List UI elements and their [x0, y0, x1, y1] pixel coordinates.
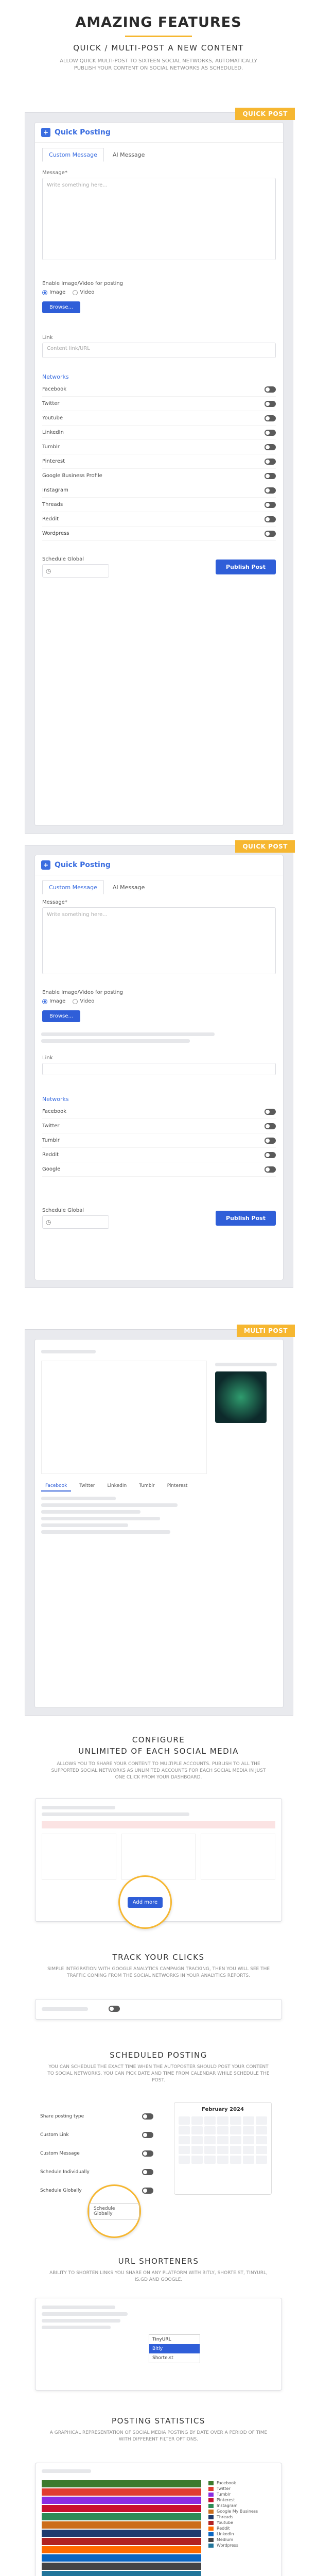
media-label: Enable Image/Video for posting — [42, 990, 124, 995]
legend-swatch — [208, 2481, 214, 2485]
network-toggle[interactable] — [265, 386, 276, 393]
legend-item — [208, 2503, 275, 2509]
legend-swatch — [208, 2527, 214, 2531]
stats-bars — [42, 2480, 201, 2576]
warning-bar — [42, 1821, 275, 1828]
network-toggle[interactable] — [265, 1138, 276, 1144]
calendar-month: February 2024 — [202, 2107, 244, 2112]
radio-image[interactable] — [42, 998, 65, 1004]
stats-bar — [42, 2488, 201, 2496]
campaign-tracking-toggle[interactable] — [109, 2006, 120, 2012]
network-row — [42, 1133, 276, 1148]
config-column — [121, 1834, 196, 1880]
calendar-day[interactable] — [191, 2136, 203, 2144]
schedule-globally-callout — [87, 2184, 141, 2238]
network-row — [42, 1148, 276, 1162]
radio-image-label: Image — [49, 290, 66, 295]
stats-bar — [42, 2480, 201, 2487]
legend-swatch — [208, 2521, 214, 2525]
legend-swatch — [208, 2498, 214, 2502]
quick-post-panel — [34, 122, 284, 826]
calendar-day[interactable] — [204, 2136, 216, 2144]
calendar-day[interactable] — [204, 2116, 216, 2125]
legend-item — [208, 2492, 275, 2497]
legend-item — [208, 2480, 275, 2486]
message-textarea[interactable]: Write something here... — [42, 178, 276, 260]
stats-bar — [42, 2546, 201, 2553]
legend-label: Youtube — [217, 2520, 233, 2525]
schedule-row — [42, 556, 276, 578]
track-screenshot — [35, 1999, 282, 2020]
network-row — [42, 426, 276, 440]
stats-bar — [42, 2530, 201, 2537]
network-row — [42, 397, 276, 411]
url-title: URL SHORTENERS — [118, 2257, 199, 2266]
tab-ai-message[interactable]: AI Message — [112, 884, 145, 891]
network-row — [42, 1119, 276, 1133]
link-input[interactable]: Content link/URL — [42, 343, 276, 358]
radio-video[interactable] — [73, 998, 94, 1004]
placeholder-line — [41, 1503, 178, 1507]
editor-box — [41, 1361, 207, 1474]
schedule-option-row — [40, 2107, 153, 2126]
network-row — [42, 440, 276, 454]
panel-header — [35, 855, 283, 875]
calendar-day[interactable] — [191, 2116, 203, 2125]
schedule-option-row — [40, 2126, 153, 2144]
networks-heading: Networks — [42, 1096, 69, 1103]
calendar-day[interactable] — [243, 2136, 254, 2144]
schedule-group — [42, 1208, 109, 1229]
network-label: Google — [42, 1166, 61, 1172]
network-row — [42, 512, 276, 527]
placeholder-line — [42, 2007, 88, 2011]
tab-twitter[interactable]: Twitter — [79, 1483, 95, 1488]
legend-label: LinkedIn — [217, 2532, 234, 2536]
editor-area — [41, 1361, 277, 1474]
network-toggle[interactable] — [265, 1109, 276, 1115]
legend-label: Pinterest — [217, 2498, 235, 2502]
stats-bar — [42, 2563, 201, 2570]
clock-icon: ◷ — [46, 567, 51, 574]
plugin-logo-icon: + — [41, 128, 50, 137]
stats-body — [42, 2480, 275, 2576]
quick-post-frame — [25, 112, 293, 834]
network-label: Tumblr — [42, 1138, 60, 1143]
panel-title: Quick Posting — [55, 861, 111, 869]
network-toggle[interactable] — [265, 473, 276, 479]
placeholder-line — [42, 1812, 189, 1816]
legend-swatch — [208, 2532, 214, 2536]
schedule-option-toggle[interactable] — [142, 2169, 153, 2175]
calendar-day[interactable] — [179, 2126, 190, 2134]
legend-item — [208, 2520, 275, 2526]
link-input[interactable] — [42, 1063, 276, 1075]
calendar-day[interactable] — [179, 2156, 190, 2164]
shortener-dropdown[interactable] — [149, 2334, 200, 2363]
schedule-globally-label[interactable]: Schedule Globally — [89, 2203, 139, 2219]
panel-title: Quick Posting — [55, 128, 111, 137]
schedule-label: Schedule Global — [42, 556, 84, 562]
legend-label: Twitter — [217, 2486, 231, 2491]
stats-bar — [42, 2571, 201, 2576]
multi-post-ribbon: MULTI POST — [237, 1325, 295, 1337]
calendar-day[interactable] — [217, 2126, 228, 2134]
placeholder-line — [41, 1523, 128, 1527]
multi-post-frame — [25, 1329, 293, 1716]
network-toggle[interactable] — [265, 415, 276, 421]
radio-off-icon — [73, 290, 78, 295]
schedule-option-toggle[interactable] — [142, 2150, 153, 2157]
placeholder-line — [41, 1510, 140, 1514]
hero-description: ALLOW QUICK MULTI-POST TO SIXTEEN SOCIAL NETWORKS, AUTOMATICALLY PUBLISH YOUR CONTENT ON SOCIAL NETWORKS AS SCHEDULED. — [60, 58, 257, 71]
network-toggle[interactable] — [265, 444, 276, 450]
network-toggle[interactable] — [265, 487, 276, 494]
network-label: Threads — [42, 502, 63, 507]
legend-label: Threads — [217, 2515, 234, 2519]
tab-linkedin[interactable]: LinkedIn — [107, 1483, 127, 1488]
network-row — [42, 1162, 276, 1177]
schedule-option-toggle[interactable] — [142, 2132, 153, 2138]
schedule-input[interactable] — [42, 1215, 109, 1229]
placeholder-line — [42, 2306, 115, 2309]
url-description: ABILITY TO SHORTEN LINKS YOU SHARE ON ANY PLATFORM WITH BITLY, SHORTE.ST, TINYURL, IS.GD AND GOOGLE. — [49, 2270, 268, 2282]
schedule-row — [42, 1208, 276, 1229]
config-columns — [42, 1834, 275, 1880]
placeholder-line — [42, 2469, 91, 2473]
schedule-option-row — [40, 2163, 153, 2181]
message-tabs — [35, 143, 283, 162]
calendar-popup — [174, 2102, 272, 2195]
legend-label: Facebook — [217, 2481, 236, 2485]
message-label: Message* — [42, 170, 67, 176]
network-toggle[interactable] — [265, 531, 276, 537]
shortener-option[interactable]: TinyURL — [152, 2337, 171, 2342]
configure-description: ALLOWS YOU TO SHARE YOUR CONTENT TO MULTIPLE ACCOUNTS. PUBLISH TO ALL THE SUPPORTED SOCIAL NETWORKS AS UNLIMITED ACCOUNTS FOR EACH SOCIAL MEDIA IN JUST ONE CLICK FROM YOUR DASHBOARD. — [51, 1761, 266, 1780]
network-toggle[interactable] — [265, 1152, 276, 1158]
legend-swatch — [208, 2487, 214, 2491]
legend-label: Google My Business — [217, 2509, 258, 2514]
stats-bar — [42, 2513, 201, 2520]
network-label: Instagram — [42, 487, 68, 493]
radio-video-label: Video — [80, 998, 95, 1004]
config-column — [42, 1834, 116, 1880]
quick-post-panel-2 — [34, 855, 284, 1280]
network-toggle[interactable] — [265, 502, 276, 508]
url-screenshot — [35, 2298, 282, 2391]
calendar-day[interactable] — [256, 2126, 267, 2134]
tab-custom-message[interactable]: Custom Message — [42, 148, 104, 162]
legend-item — [208, 2497, 275, 2503]
legend-item — [208, 2514, 275, 2520]
schedule-option-label: Custom Link — [40, 2132, 69, 2138]
calendar-day[interactable] — [179, 2136, 190, 2144]
network-toggle[interactable] — [265, 516, 276, 522]
quick-post-ribbon: QUICK POST — [235, 108, 295, 120]
network-label: Tumblr — [42, 444, 60, 450]
legend-swatch — [208, 2515, 214, 2519]
calendar-day[interactable] — [191, 2146, 203, 2154]
quick-post-ribbon-2: QUICK POST — [235, 840, 295, 853]
message-textarea[interactable]: Write something here... — [42, 907, 276, 974]
network-label: LinkedIn — [42, 430, 64, 435]
schedule-option-label: Schedule Individually — [40, 2170, 90, 2175]
networks-list — [35, 382, 283, 541]
scheduled-screenshot — [35, 2097, 282, 2241]
legend-item — [208, 2531, 275, 2537]
message-label: Message* — [42, 900, 67, 905]
scheduled-title: SCHEDULED POSTING — [110, 2050, 207, 2060]
track-row — [36, 1999, 281, 2018]
tab-ai-message[interactable]: AI Message — [112, 151, 145, 158]
calendar-day[interactable] — [217, 2136, 228, 2144]
network-row — [42, 382, 276, 397]
calendar-day[interactable] — [230, 2136, 241, 2144]
schedule-option-row — [40, 2144, 153, 2163]
calendar-day[interactable] — [230, 2156, 241, 2164]
media-type-radios — [42, 290, 276, 295]
calendar-day[interactable] — [217, 2156, 228, 2164]
track-title: TRACK YOUR CLICKS — [112, 1953, 205, 1962]
placeholder-line — [42, 2326, 111, 2329]
clock-icon: ◷ — [46, 1218, 51, 1226]
stats-screenshot — [35, 2463, 282, 2576]
shortener-option[interactable]: Shorte.st — [152, 2355, 173, 2361]
network-label: Facebook — [42, 1109, 66, 1114]
radio-off-icon — [73, 999, 78, 1004]
publish-post-button[interactable]: Publish Post — [216, 560, 276, 574]
calendar-day[interactable] — [243, 2146, 254, 2154]
configure-title-1: CONFIGURE — [132, 1735, 185, 1744]
placeholder-line — [42, 1806, 115, 1809]
add-more-callout — [118, 1875, 172, 1929]
legend-item — [208, 2526, 275, 2531]
stats-bar — [42, 2554, 201, 2562]
schedule-option-label: Schedule Globally — [40, 2188, 82, 2193]
legend-item — [208, 2537, 275, 2543]
calendar-day[interactable] — [204, 2156, 216, 2164]
schedule-option-toggle[interactable] — [142, 2113, 153, 2120]
add-more-button[interactable]: Add more — [128, 1897, 163, 1908]
network-toggle[interactable] — [265, 1166, 276, 1173]
scheduled-description: YOU CAN SCHEDULE THE EXACT TIME WHEN THE AUTOPOSTER SHOULD POST YOUR CONTENT TO SOCIAL NETWORKS. YOU CAN PICK DATE AND TIME FROM CALENDAR WHILE SCHEDULE THE POST. — [47, 2064, 270, 2083]
calendar-day[interactable] — [217, 2146, 228, 2154]
schedule-option-label: Custom Message — [40, 2151, 80, 2156]
placeholder-line — [41, 1530, 170, 1534]
calendar-day[interactable] — [256, 2156, 267, 2164]
featured-image — [215, 1371, 267, 1423]
legend-item — [208, 2543, 275, 2548]
track-description: SIMPLE INTEGRATION WITH GOOGLE ANALYTICS CAMPAIGN TRACKING, THEN YOU WILL SEE THE TRAFFIC COMING FROM THE SOCIAL NETWORKS IN YOUR ANALYTICS REPORTS. — [47, 1967, 270, 1978]
placeholder-line — [41, 1517, 160, 1520]
radio-on-icon — [42, 290, 47, 295]
hero — [0, 0, 317, 72]
network-row — [42, 1105, 276, 1119]
network-label: Pinterest — [42, 459, 65, 464]
browse-button[interactable]: Browse... — [42, 301, 80, 313]
calendar-day[interactable] — [204, 2146, 216, 2154]
network-label: Reddit — [42, 1152, 59, 1158]
schedule-group — [42, 556, 109, 578]
radio-video[interactable] — [73, 290, 94, 295]
message-tabs — [35, 875, 283, 894]
calendar-day[interactable] — [256, 2136, 267, 2144]
publish-post-button[interactable]: Publish Post — [216, 1211, 276, 1226]
network-label: Reddit — [42, 516, 59, 522]
legend-swatch — [208, 2504, 214, 2508]
radio-video-label: Video — [80, 290, 95, 295]
network-row — [42, 411, 276, 426]
calendar-day[interactable] — [230, 2146, 241, 2154]
hero-title: AMAZING FEATURES — [75, 14, 242, 30]
calendar-day[interactable] — [204, 2126, 216, 2134]
network-label: Google Business Profile — [42, 473, 102, 479]
legend-swatch — [208, 2538, 214, 2542]
legend-swatch — [208, 2510, 214, 2514]
network-label: Wordpress — [42, 531, 69, 536]
media-type-radios — [42, 998, 276, 1004]
calendar-day[interactable] — [191, 2126, 203, 2134]
placeholder-line — [42, 2319, 120, 2323]
network-toggle[interactable] — [265, 430, 276, 436]
legend-label: Medium — [217, 2537, 233, 2542]
legend-swatch — [208, 2544, 214, 2548]
tab-pinterest[interactable]: Pinterest — [167, 1483, 188, 1488]
networks-heading: Networks — [42, 374, 69, 380]
link-label: Link — [42, 335, 53, 341]
calendar-day[interactable] — [256, 2146, 267, 2154]
calendar-day[interactable] — [179, 2146, 190, 2154]
calendar-day[interactable] — [230, 2116, 241, 2125]
tab-facebook[interactable]: Facebook — [41, 1481, 71, 1492]
placeholder-line — [41, 1039, 190, 1043]
stats-legend — [208, 2480, 275, 2576]
network-row — [42, 483, 276, 498]
network-toggle[interactable] — [265, 401, 276, 407]
schedule-input[interactable] — [42, 564, 109, 578]
radio-on-icon — [42, 999, 47, 1004]
network-toggle[interactable] — [265, 459, 276, 465]
network-row — [42, 498, 276, 512]
network-row — [42, 527, 276, 541]
hero-subtitle: QUICK / MULTI-POST A NEW CONTENT — [73, 43, 244, 53]
calendar-day[interactable] — [243, 2116, 254, 2125]
network-label: Twitter — [42, 1123, 60, 1129]
stats-bar — [42, 2497, 201, 2504]
schedule-option-label: Share posting type — [40, 2114, 84, 2119]
panel-header — [35, 123, 283, 143]
legend-swatch — [208, 2493, 214, 2497]
side-box — [215, 1361, 277, 1474]
legend-label: Instagram — [217, 2503, 238, 2508]
placeholder-line — [41, 1497, 116, 1500]
stats-description: A GRAPHICAL REPRESENTATION OF SOCIAL MEDIA POSTING BY DATE OVER A PERIOD OF TIME WITH DIFFERENT FILTER OPTIONS. — [49, 2430, 268, 2442]
calendar-day[interactable] — [243, 2126, 254, 2134]
plugin-logo-icon: + — [41, 860, 50, 870]
stats-bar — [42, 2538, 201, 2545]
quick-post-frame-2 — [25, 845, 293, 1288]
schedule-option-toggle[interactable] — [142, 2188, 153, 2194]
calendar-day[interactable] — [230, 2126, 241, 2134]
network-row — [42, 454, 276, 469]
placeholder-line — [41, 1350, 96, 1353]
stats-title: POSTING STATISTICS — [112, 2416, 205, 2426]
network-row — [42, 469, 276, 483]
placeholder-line — [42, 2312, 128, 2316]
legend-label: Wordpress — [217, 2543, 239, 2548]
stats-bar — [42, 2505, 201, 2512]
configure-title-2: UNLIMITED OF EACH SOCIAL MEDIA — [78, 1747, 239, 1756]
calendar-day[interactable] — [256, 2116, 267, 2125]
networks-list — [35, 1105, 283, 1177]
network-label: Youtube — [42, 415, 63, 421]
radio-image-label: Image — [49, 998, 66, 1004]
calendar-day[interactable] — [243, 2156, 254, 2164]
config-column — [201, 1834, 275, 1880]
legend-item — [208, 2509, 275, 2514]
network-toggle[interactable] — [265, 1123, 276, 1129]
calendar-day[interactable] — [191, 2156, 203, 2164]
shortener-option-selected[interactable]: Bitly — [149, 2344, 200, 2353]
legend-label: Reddit — [217, 2526, 230, 2531]
network-tabs — [41, 1481, 277, 1492]
stats-bar — [42, 2521, 201, 2529]
schedule-label: Schedule Global — [42, 1208, 84, 1213]
calendar-day[interactable] — [217, 2116, 228, 2125]
network-label: Facebook — [42, 386, 66, 392]
multi-post-panel — [34, 1339, 284, 1708]
calendar-day[interactable] — [179, 2116, 190, 2125]
tab-custom-message[interactable]: Custom Message — [42, 880, 104, 894]
calendar-grid — [179, 2116, 267, 2164]
legend-item — [208, 2486, 275, 2492]
media-label: Enable Image/Video for posting — [42, 281, 124, 286]
browse-button[interactable]: Browse... — [42, 1010, 80, 1022]
legend-label: Tumblr — [217, 2492, 231, 2497]
tab-tumblr[interactable]: Tumblr — [139, 1483, 155, 1488]
radio-image[interactable] — [42, 290, 65, 295]
network-label: Twitter — [42, 401, 60, 406]
schedule-rows — [40, 2107, 153, 2200]
placeholder-line — [41, 1032, 215, 1036]
link-label: Link — [42, 1055, 53, 1061]
placeholder-line — [215, 1363, 277, 1366]
hero-divider — [125, 36, 192, 37]
